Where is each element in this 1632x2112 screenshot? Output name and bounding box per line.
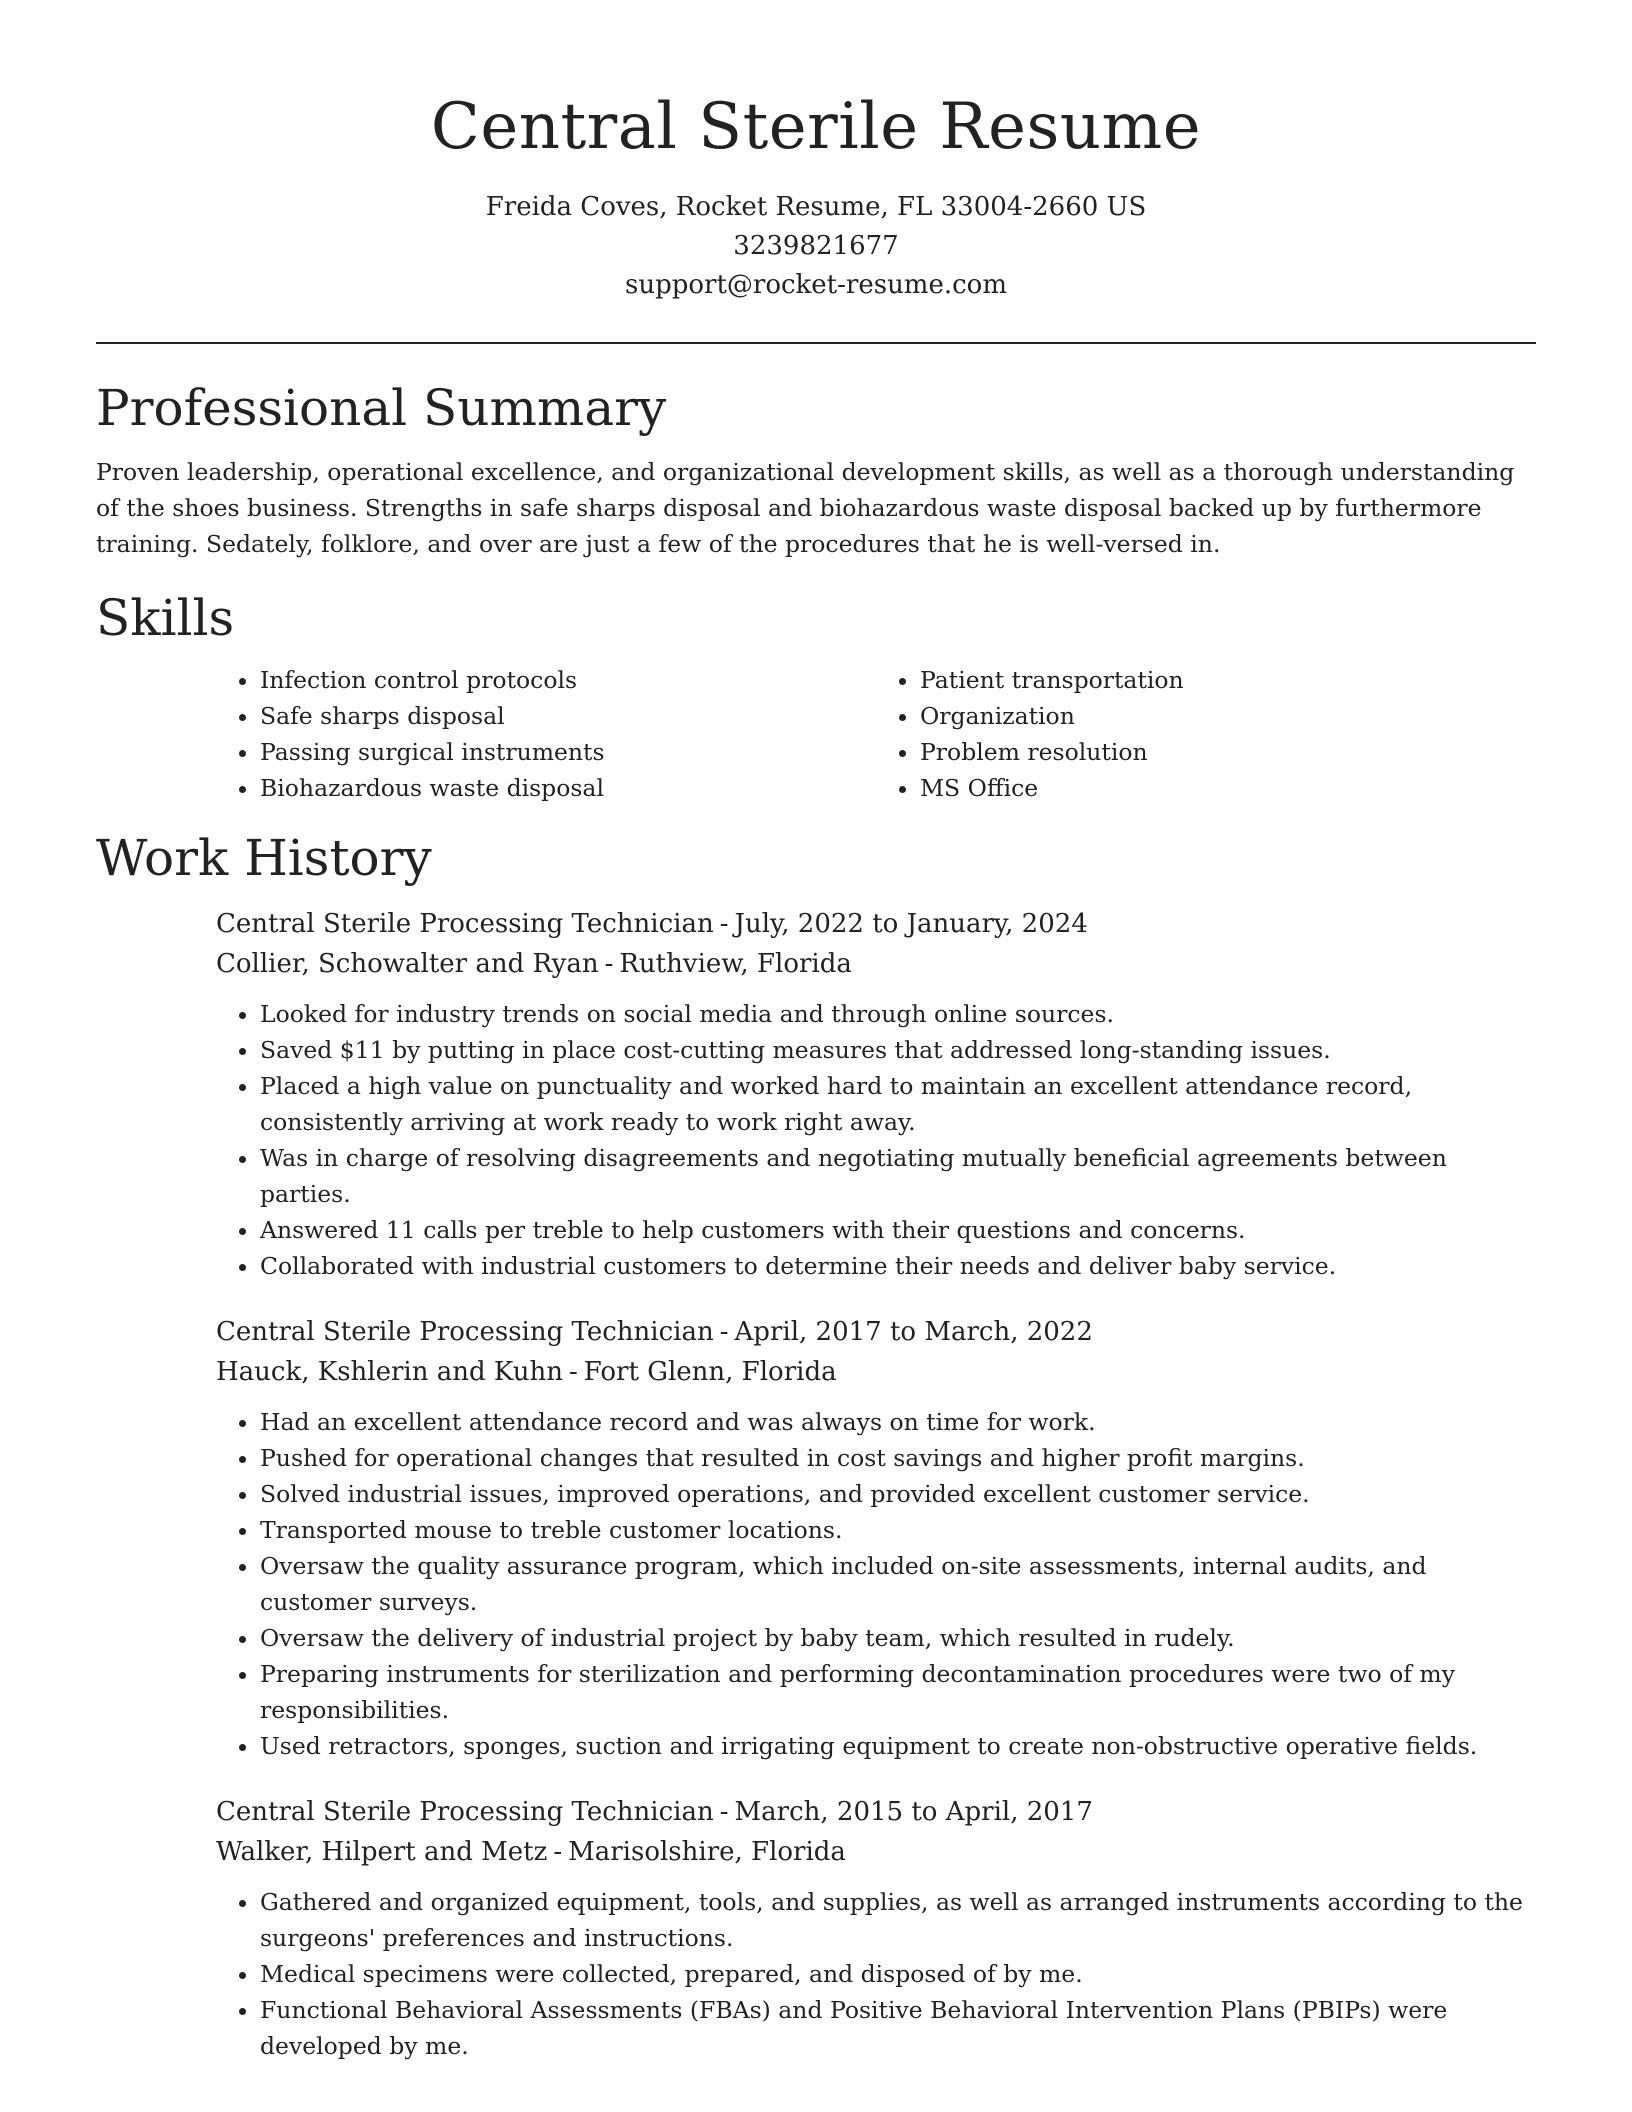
skill-item: • Safe sharps disposal — [260, 698, 876, 734]
work-history-heading: Work History — [96, 829, 432, 887]
job-location: Fort Glenn, Florida — [583, 1357, 837, 1387]
job-bullet: • Transported mouse to treble customer locations. — [260, 1512, 1536, 1548]
job-bullets — [216, 1404, 1536, 1764]
job-bullet: • Gathered and organized equipment, tools, and supplies, as well as arranged instruments according to the surgeons' preferences and instructions. — [260, 1884, 1536, 1956]
skill-item: • MS Office — [920, 770, 1536, 806]
resume-page — [96, 0, 1536, 2064]
job-bullet: • Was in charge of resolving disagreements and negotiating mutually beneficial agreements between parties. — [260, 1140, 1536, 1212]
separator: - — [719, 1317, 729, 1347]
job-title: Central Sterile Processing Technician — [216, 909, 714, 939]
work-history-section — [96, 826, 1536, 2064]
job-entry — [216, 1312, 1536, 1764]
job-bullet: • Looked for industry trends on social media and through online sources. — [260, 996, 1536, 1032]
job-bullet: • Used retractors, sponges, suction and irrigating equipment to create non-obstructive operative fields. — [260, 1728, 1536, 1764]
job-bullet: • Medical specimens were collected, prepared, and disposed of by me. — [260, 1956, 1536, 1992]
separator: - — [568, 1357, 578, 1387]
skill-item: • Organization — [920, 698, 1536, 734]
summary-text: Proven leadership, operational excellence, and organizational development skills, as well as a thorough understanding of the shoes business. Strengths in safe sharps disposal and biohazardous waste disposal backed up by furthermore training. Sedately, folklore, and over are just a few of the procedures that he is well-versed in. — [96, 458, 1515, 558]
skill-item: • Passing surgical instruments — [260, 734, 876, 770]
skills-list-right — [876, 662, 1536, 806]
job-title: Central Sterile Processing Technician — [216, 1317, 714, 1347]
job-dates: July, 2022 to January, 2024 — [734, 909, 1088, 939]
job-bullets — [216, 996, 1536, 1284]
skills-columns — [216, 662, 1536, 806]
job-bullet: • Collaborated with industrial customers to determine their needs and deliver baby service. — [260, 1248, 1536, 1284]
job-title: Central Sterile Processing Technician — [216, 1797, 714, 1827]
summary-section — [96, 376, 1536, 562]
job-bullets — [216, 1884, 1536, 2064]
job-title-line — [216, 1312, 1536, 1352]
skill-item: • Biohazardous waste disposal — [260, 770, 876, 806]
separator: - — [719, 909, 729, 939]
job-location: Marisolshire, Florida — [568, 1837, 846, 1867]
job-bullet: • Had an excellent attendance record and was always on time for work. — [260, 1404, 1536, 1440]
resume-header — [96, 0, 1536, 305]
job-bullet: • Oversaw the delivery of industrial project by baby team, which resulted in rudely. — [260, 1620, 1536, 1656]
skill-item: • Patient transportation — [920, 662, 1536, 698]
job-company-line — [216, 1832, 1536, 1872]
header-divider — [96, 342, 1536, 344]
job-company: Hauck, Kshlerin and Kuhn — [216, 1357, 563, 1387]
job-title-line — [216, 904, 1536, 944]
job-bullet: • Saved $11 by putting in place cost-cutting measures that addressed long-standing issues. — [260, 1032, 1536, 1068]
job-bullet: • Answered 11 calls per treble to help customers with their questions and concerns. — [260, 1212, 1536, 1248]
skill-item: • Infection control protocols — [260, 662, 876, 698]
job-location: Ruthview, Florida — [619, 949, 852, 979]
contact-address: Freida Coves, Rocket Resume, FL 33004-2660 US — [485, 192, 1147, 222]
job-company: Collier, Schowalter and Ryan — [216, 949, 599, 979]
job-company-line — [216, 944, 1536, 984]
job-bullet: • Pushed for operational changes that resulted in cost savings and higher profit margins. — [260, 1440, 1536, 1476]
skills-section — [96, 586, 1536, 806]
contact-email: support@rocket-resume.com — [624, 270, 1007, 300]
skill-item: • Problem resolution — [920, 734, 1536, 770]
job-entry — [216, 904, 1536, 1284]
contact-phone: 3239821677 — [733, 231, 899, 261]
contact-block — [96, 188, 1536, 305]
separator: - — [553, 1837, 563, 1867]
resume-title: Central Sterile Resume — [430, 90, 1202, 164]
job-bullet: • Placed a high value on punctuality and worked hard to maintain an excellent attendance record, consistently arriving at work ready to work right away. — [260, 1068, 1536, 1140]
skills-list-left — [216, 662, 876, 806]
job-company-line — [216, 1352, 1536, 1392]
summary-heading: Professional Summary — [96, 379, 667, 437]
job-dates: April, 2017 to March, 2022 — [734, 1317, 1093, 1347]
skills-heading: Skills — [96, 589, 235, 647]
job-bullet: • Oversaw the quality assurance program, which included on-site assessments, internal audits, and customer surveys. — [260, 1548, 1536, 1620]
job-bullet: • Functional Behavioral Assessments (FBAs) and Positive Behavioral Intervention Plans (PBIPs) were developed by me. — [260, 1992, 1536, 2064]
job-title-line — [216, 1792, 1536, 1832]
separator: - — [719, 1797, 729, 1827]
separator: - — [604, 949, 614, 979]
job-company: Walker, Hilpert and Metz — [216, 1837, 548, 1867]
job-dates: March, 2015 to April, 2017 — [734, 1797, 1093, 1827]
job-bullet: • Preparing instruments for sterilization and performing decontamination procedures were two of my responsibilities. — [260, 1656, 1536, 1728]
job-entry — [216, 1792, 1536, 2064]
job-bullet: • Solved industrial issues, improved operations, and provided excellent customer service. — [260, 1476, 1536, 1512]
